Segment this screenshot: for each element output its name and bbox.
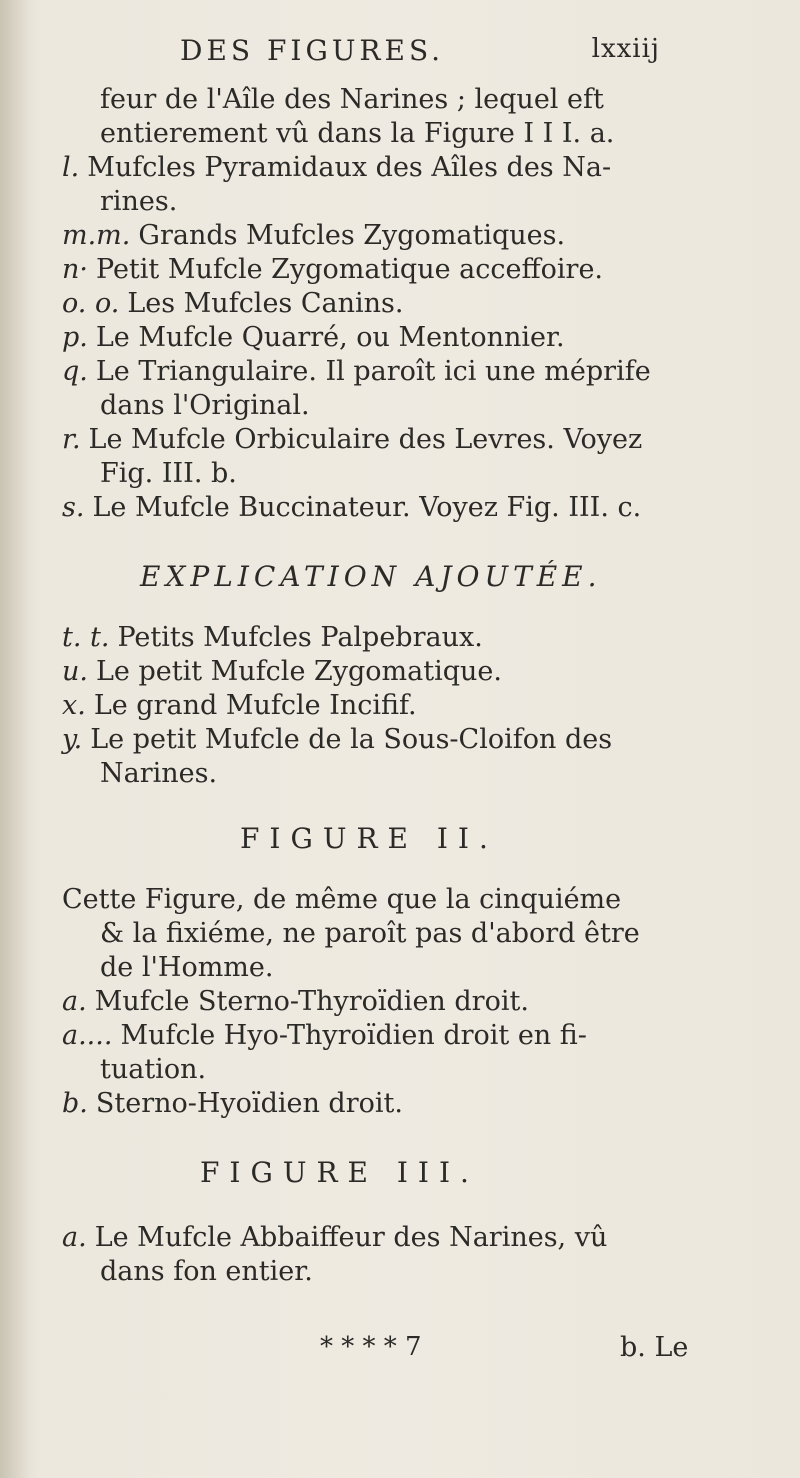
legend-item: b. Sterno-Hyoïdien droit. <box>62 1088 403 1119</box>
text-line: dans fon entier. <box>100 1256 313 1287</box>
legend-item: p. Le Mufcle Quarré, ou Mentonnier. <box>62 322 565 353</box>
legend-item: t. t. Petits Mufcles Palpebraux. <box>62 622 483 653</box>
legend-item: l. Mufcles Pyramidaux des Aîles des Na- <box>62 152 612 183</box>
legend-item: a.... Mufcle Hyo-Thyroïdien droit en fi- <box>62 1020 587 1051</box>
figure-heading: FIGURE III. <box>200 1156 479 1189</box>
text-line: Narines. <box>100 758 218 789</box>
legend-item: r. Le Mufcle Orbiculaire des Levres. Voyez <box>62 424 643 455</box>
legend-item: n· Petit Mufcle Zygomatique acceffoire. <box>62 254 604 285</box>
signature-mark: * * * * 7 <box>320 1332 422 1362</box>
legend-item: x. Le grand Mufcle Incifif. <box>62 690 417 721</box>
text-line: Fig. III. b. <box>100 458 237 489</box>
text-line: dans l'Original. <box>100 390 310 421</box>
legend-item: q. Le Triangulaire. Il paroît ici une méprife <box>62 356 651 387</box>
legend-item: u. Le petit Mufcle Zygomatique. <box>62 656 502 687</box>
legend-item: a. Mufcle Sterno-Thyroïdien droit. <box>62 986 529 1017</box>
section-subheading: EXPLICATION AJOUTÉE. <box>140 560 602 593</box>
paragraph-line: de l'Homme. <box>100 952 274 983</box>
text-line: tuation. <box>100 1054 207 1085</box>
legend-item: a. Le Mufcle Abbaiffeur des Narines, vû <box>62 1222 608 1253</box>
text-line: feur de l'Aîle des Narines ; lequel eft <box>100 84 604 115</box>
paragraph-line: & la fixiéme, ne paroît pas d'abord être <box>100 918 640 949</box>
legend-item: s. Le Mufcle Buccinateur. Voyez Fig. III. c. <box>62 492 642 523</box>
text-line: rines. <box>100 186 178 217</box>
page-gutter <box>0 0 28 1478</box>
text-line: entierement vû dans la Figure I I I. a. <box>100 118 615 149</box>
page-number: lxxiij <box>591 34 660 64</box>
running-header <box>180 34 660 74</box>
legend-item: y. Le petit Mufcle de la Sous-Cloifon des <box>62 724 613 755</box>
header-title: DES FIGURES. <box>180 34 445 67</box>
catchword: b. Le <box>620 1332 689 1363</box>
legend-item: m.m. Grands Mufcles Zygomatiques. <box>62 220 566 251</box>
figure-heading: FIGURE II. <box>240 822 498 855</box>
legend-item: o. o. Les Mufcles Canins. <box>62 288 404 319</box>
paragraph-line: Cette Figure, de même que la cinquiéme <box>62 884 622 915</box>
